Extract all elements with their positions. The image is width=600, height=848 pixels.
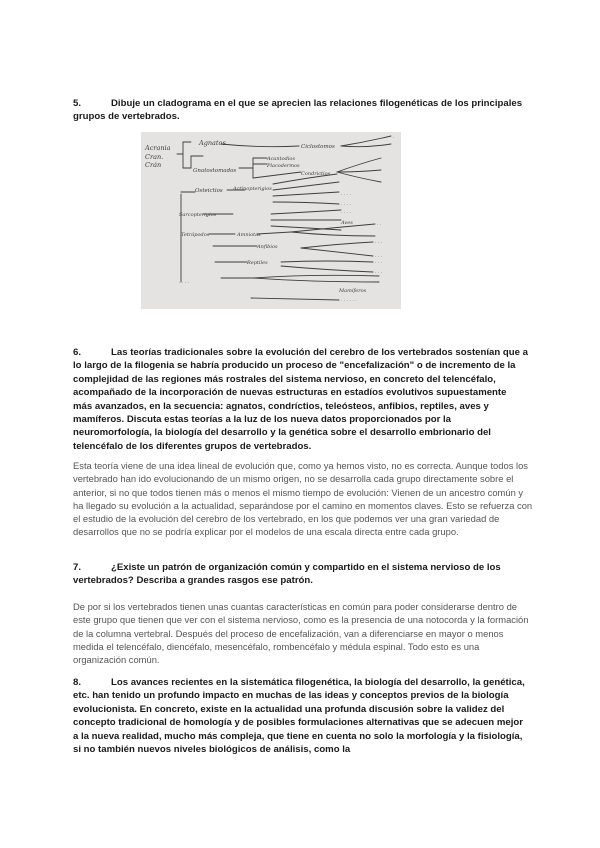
svg-text:· · · · · ·: · · · · · ·: [341, 299, 357, 304]
question-7-number: 7.: [73, 562, 82, 573]
label-anfibios: Anfibios: [257, 244, 278, 250]
svg-text:· · · ·: · · · ·: [341, 193, 352, 198]
label-actinopterigios: Actinopterigios: [233, 186, 272, 192]
label-reptiles: Reptiles: [247, 260, 268, 266]
question-5-text: Dibuje un cladograma en el que se aprecien las relaciones filogenéticas de los principales grupos de vertebrados.: [73, 98, 523, 123]
svg-text:· · ·: · · ·: [375, 241, 383, 246]
label-ciclostomos: Ciclostomos: [301, 144, 335, 150]
question-5: [73, 97, 528, 124]
question-7-text: ¿Existe un patrón de organización común y compartido en el sistema nervioso de los vertebrados? Describa a grandes rasgos ese patrón.: [73, 562, 501, 587]
question-6-text: Las teorías tradicionales sobre la evolución del cerebro de los vertebrados sostenían que a lo largo de la filogenia se habría producido un proceso de "encefalización" o de incremento de la complejidad de las regiones más rostrales del sistema nervioso, en concreto del telencéfalo, acompañado de la incorporación de nuevas estructuras en estadíos evolutivos supuestamente más avanzados, en la secuencia: agnatos, condríctios, teleósteos, anfibios, reptiles, aves y mamíferos. Discuta estas teorías a la luz de los nueva datos proporcionados por la neuromorfología, la biología del desarrollo y la genética sobre el desarrollo embrionario del telencéfalo de los diferentes grupos de vertebrados.: [73, 347, 528, 452]
question-8: [73, 676, 528, 756]
label-agnatos: Agnatos: [199, 139, 226, 147]
svg-text:· · ·: · · ·: [375, 261, 383, 266]
question-8-number: 8.: [73, 677, 82, 688]
question-5-number: 5.: [73, 98, 82, 109]
svg-text:· · · ·: · · · ·: [341, 211, 352, 216]
answer-6: Esta teoría viene de una idea lineal de evolución que, como ya hemos visto, no es correcta. Aunque todos los vertebrado han ido evolucionando de un mismo origen, no se desarrolla cada grupo directamente sobre el anterior, si no que todos tienen más o menos el mismo tiempo de evolución: Vienen de un ancestro común y ha llegado su evolución a la actualidad, separándose por el camino en momentos claves. Esto se refuerza con el estudio de la evolución del cerebro de los vertebrado, en los que podemos ver una gran variedad de desarrollos que no se podría explicar por el modelos de una escala directa entre cada grupo.: [73, 460, 533, 538]
label-condrictios: Condrictios: [301, 171, 331, 177]
svg-text:.: .: [393, 135, 395, 140]
question-6: [73, 346, 528, 453]
svg-text:Acrania: Acrania: [145, 144, 171, 152]
label-aves: Aves: [341, 220, 353, 226]
label-gnatostomados: Gnatostomados: [193, 168, 237, 174]
label-osteictios: Osteictios: [195, 188, 223, 194]
question-8-text: Los avances recientes en la sistemática filogenética, la biología del desarrollo, la genética, etc. han tenido un profundo impacto en muchas de las ideas y conceptos previos de la biología evolucionista. En concreto, existe en la actualidad una profunda discusión sobre la validez del concepto tradicional de homología y de posibles formulaciones alternativas que se adecuen mejor a la nueva realidad, mucho más compleja, que tiene en cuenta no solo la morfología y la fisiología, si no también nuevos niveles biológicos de análisis, como la: [73, 677, 525, 756]
label-tetrapodos: Tetrápodos: [181, 232, 210, 238]
question-6-number: 6.: [73, 347, 82, 358]
label-acantodios: Acantodios: [267, 156, 296, 162]
label-mamiferos: Mamíferos: [339, 288, 367, 294]
answer-7: De por si los vertebrados tienen unas cuantas características en común para poder considerarse dentro de este grupo que tienen que ver con el sistema nervioso, como es la presencia de una notocorda y la formación de la columna vertebral. Después del proceso de encefalización, van a diferenciarse en mayor o menos medida el telencéfalo, diencéfalo, mesencéfalo, rombencéfalo y médula espinal. Todo esto es una organización común.: [73, 601, 529, 666]
svg-text:Crán: Crán: [145, 161, 162, 169]
svg-text:· · ·: · · ·: [375, 271, 383, 276]
label-amniotas: Amniotas: [237, 232, 261, 238]
svg-text:· · · ·: · · · ·: [179, 281, 190, 286]
label-sarcopterigios: Sarcopterigios: [179, 212, 217, 218]
svg-text:· · ·: · · ·: [375, 255, 383, 260]
cladogram-photo: [141, 132, 401, 309]
svg-text:· ·: · ·: [377, 223, 382, 228]
label-placodermos: Placodermos: [267, 163, 300, 169]
svg-text:· · · ·: · · · ·: [341, 203, 352, 208]
svg-text:Cran.: Cran.: [145, 153, 164, 161]
question-7: [73, 561, 528, 588]
